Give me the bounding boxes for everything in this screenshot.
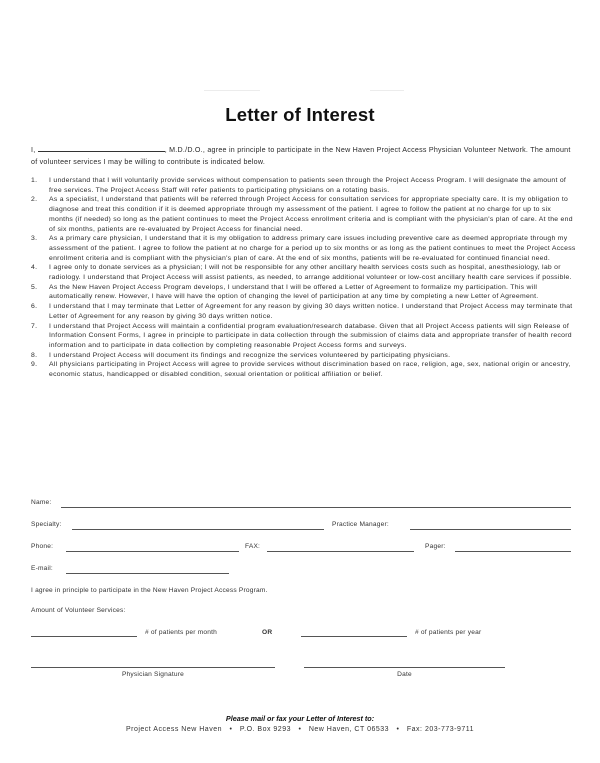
- signature-label: Physician Signature: [121, 671, 185, 678]
- pager-field[interactable]: [455, 551, 571, 552]
- po-box: P.O. Box 9293: [239, 726, 291, 733]
- term-text: As a specialist, I understand that patients will be referred through Project Access for consultation services for appropriate specialty care. It is my obligation to diagnose and treat this condition if it is deemed appropriate through my assessment of the patient. I agree to follow the patient at no charge for up to six months (if needed) so long as the patient continues to meet the Project Access enrollment criteria and is compliant with the physician's plan of care. At the end of six months, patients are re-evaluated by Project Access for financial need.: [49, 196, 573, 233]
- date-label: Date: [397, 671, 412, 678]
- specialty-label: Specialty:: [31, 521, 62, 528]
- practice-manager-field[interactable]: [410, 529, 571, 530]
- patients-per-year-field[interactable]: [301, 636, 407, 637]
- decorative-rule-left: [204, 90, 260, 91]
- specialty-field[interactable]: [72, 529, 324, 530]
- patients-per-month-field[interactable]: [31, 636, 137, 637]
- intro-prefix: I,: [31, 146, 36, 154]
- term-item: [31, 351, 576, 361]
- term-item: [31, 360, 576, 379]
- term-number: 6.: [31, 303, 38, 311]
- amount-label: Amount of Volunteer Services:: [31, 607, 126, 614]
- term-item: [31, 195, 576, 234]
- email-label: E-mail:: [31, 565, 53, 572]
- term-number: 4.: [31, 264, 38, 272]
- term-item: [31, 263, 576, 282]
- phone-label: Phone:: [31, 543, 54, 550]
- name-field[interactable]: [61, 507, 571, 508]
- decorative-rule-right: [370, 90, 404, 91]
- physician-signature-field[interactable]: [31, 667, 275, 668]
- or-label: OR: [262, 629, 273, 636]
- term-text: I understand that I may terminate that Letter of Agreement for any reason by giving 30 days written notice. I understand that Project Access may terminate that Letter of Agreement for any reason by giving 30 days written notice.: [49, 303, 573, 320]
- term-number: 9.: [31, 361, 38, 369]
- bullet-icon: •: [229, 726, 233, 733]
- intro-paragraph: [31, 144, 576, 168]
- physician-name-blank[interactable]: [38, 144, 165, 152]
- page-title: Letter of Interest: [225, 104, 375, 125]
- mailing-address: [0, 726, 600, 733]
- per-year-label: # of patients per year: [415, 629, 482, 636]
- term-text: All physicians participating in Project Access will agree to provide services without discrimination based on race, religion, age, sex, national origin or ancestry, economic status, handicapped or disabled condition, sexual orientation or political affiliation or belief.: [49, 361, 571, 379]
- city-state-zip: New Haven, CT 06533: [308, 726, 390, 733]
- bullet-icon: •: [396, 726, 400, 733]
- term-number: 5.: [31, 283, 38, 291]
- term-text: As a primary care physician, I understand that it is my obligation to address primary care issues including preventive care as deemed appropriate through my assessment of the patient. I agree to follow the patient at no charge for a period up to six months or as long as the patient continues to meet the Project Access enrollment criteria and is compliant with the physician's plan of care. At the end of six months, patients will be re-evaluated for continued financial need.: [49, 235, 576, 262]
- fax-label: FAX:: [245, 543, 261, 550]
- fax-number: Fax: 203-773-9711: [406, 726, 475, 733]
- term-text: I understand that I will voluntarily provide services without compensation to patients seen through the Project Access Program. I will designate the amount of free services. The Project Access Staff will refer patients to participating physicians on a rotating basis.: [49, 177, 567, 194]
- term-item: [31, 234, 576, 263]
- org-name: Project Access New Haven: [125, 726, 222, 733]
- term-item: [31, 176, 576, 195]
- fax-field[interactable]: [267, 551, 414, 552]
- agreement-statement: I agree in principle to participate in the New Haven Project Access Program.: [31, 587, 268, 594]
- mail-instructions: Please mail or fax your Letter of Interest to:: [225, 714, 375, 723]
- term-number: 7.: [31, 322, 38, 330]
- per-month-label: # of patients per month: [145, 629, 218, 636]
- term-text: As the New Haven Project Access Program develops, I understand that I will be offered a Letter of Agreement to formalize my participation. This will automatically renew. However, I have will have the option of changing the level of participation at any time by completing a new Letter of Agreement.: [49, 283, 539, 301]
- term-text: I agree only to donate services as a physician; I will not be responsible for any other ancillary health services costs such as hospital, anesthesiology, lab or radiology. I understand that Project Access will assist patients, as needed, to arrange additional volunteer or low-cost ancillary health care services if possible.: [49, 264, 572, 282]
- term-number: 1.: [31, 177, 38, 184]
- pager-label: Pager:: [425, 543, 446, 550]
- intro-suffix: , M.D./D.O., agree in principle to participate in the New Haven Project Access Physician Volunteer Network. The amount of volunteer services I may be willing to contribute is indicated below.: [31, 146, 571, 166]
- name-label: Name:: [31, 499, 52, 506]
- phone-field[interactable]: [66, 551, 239, 552]
- term-number: 3.: [31, 235, 38, 243]
- email-field[interactable]: [66, 573, 229, 574]
- term-number: 8.: [31, 351, 38, 359]
- bullet-icon: •: [298, 726, 302, 733]
- term-item: [31, 322, 576, 351]
- term-text: I understand that Project Access will maintain a confidential program evaluation/research database. Given that all Project Access patients will sign Release of Information Consent Forms, I agree in principle to participate in data collection through the submission of claims data and appropriate transfer of health record information and to participate in data collection by completing reasonable Project Access forms and surveys.: [49, 322, 572, 349]
- date-field[interactable]: [304, 667, 505, 668]
- term-number: 2.: [31, 196, 38, 204]
- term-text: I understand Project Access will document its findings and recognize the services volunteered by participating physicians.: [49, 351, 451, 359]
- practice-manager-label: Practice Manager:: [332, 521, 389, 528]
- terms-list: [31, 176, 576, 380]
- term-item: [31, 302, 576, 321]
- term-item: [31, 283, 576, 302]
